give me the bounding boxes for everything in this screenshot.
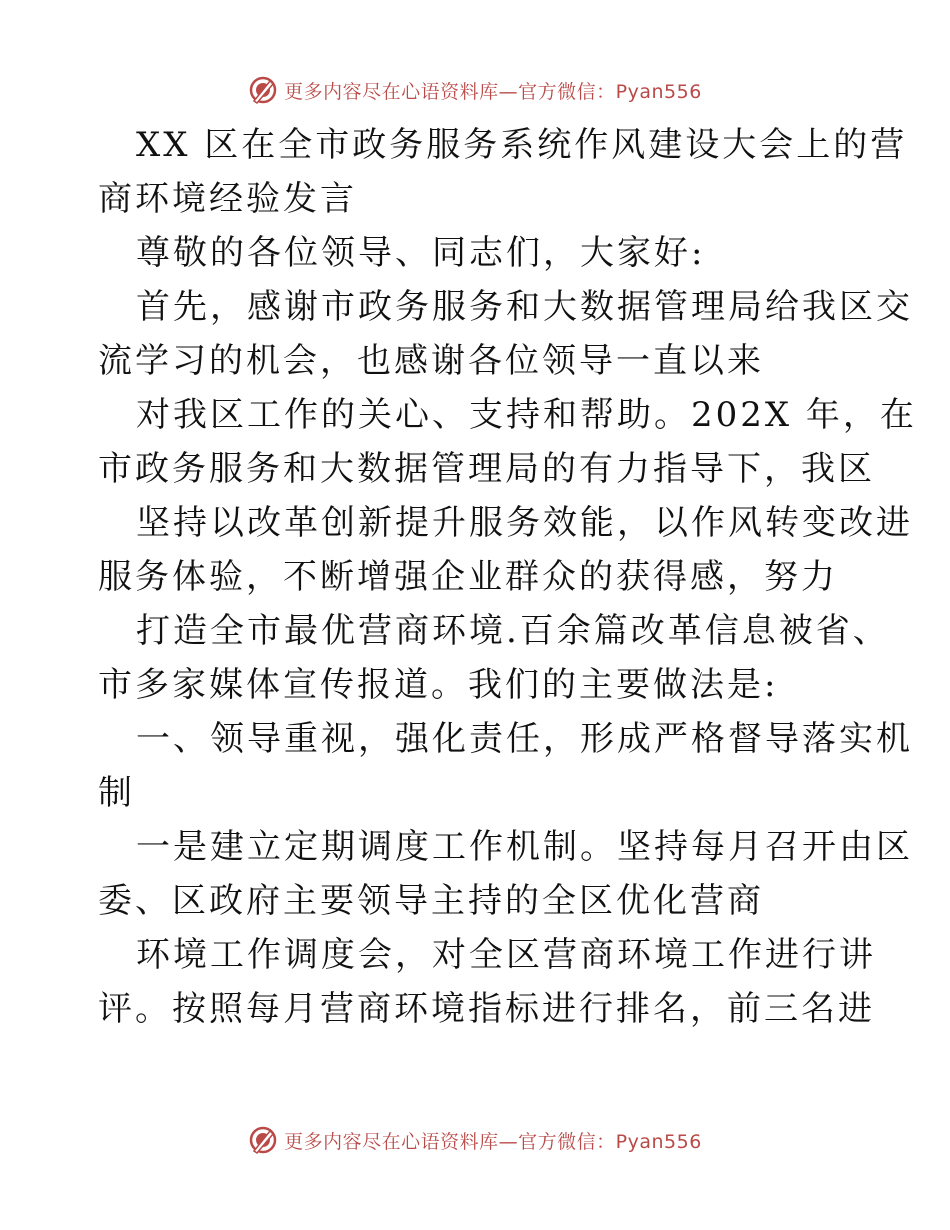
document-line: 市政务服务和大数据管理局的有力指导下，我区 [98, 449, 875, 489]
pen-logo-icon [248, 1125, 278, 1155]
header-banner [0, 70, 950, 110]
footer-banner-text: 更多内容尽在心语资料库—官方微信：Pyan556 [284, 1130, 702, 1153]
document-line: 坚持以改革创新提升服务效能，以作风转变改进 [136, 503, 913, 543]
document-line: 市多家媒体宣传报道。我们的主要做法是: [98, 665, 779, 705]
document-line: 流学习的机会，也感谢各位领导一直以来 [98, 341, 764, 381]
document-line: 商环境经验发言 [98, 179, 357, 219]
pen-logo-icon [248, 75, 278, 105]
document-line: 委、区政府主要领导主持的全区优化营商 [98, 881, 764, 921]
document-line: 尊敬的各位领导、同志们，大家好: [136, 233, 706, 273]
footer-banner [0, 1120, 950, 1160]
document-line: 对我区工作的关心、支持和帮助。202X 年，在 [136, 395, 917, 435]
document-line: 一、领导重视，强化责任，形成严格督导落实机 [136, 719, 913, 759]
document-line: 制 [98, 773, 135, 813]
document-line: 首先，感谢市政务服务和大数据管理局给我区交 [136, 287, 913, 327]
document-line: 环境工作调度会，对全区营商环境工作进行讲 [136, 935, 876, 975]
document-line: XX 区在全市政务服务系统作风建设大会上的营 [136, 125, 908, 165]
header-banner-text: 更多内容尽在心语资料库—官方微信：Pyan556 [284, 80, 702, 103]
document-line: 一是建立定期调度工作机制。坚持每月召开由区 [136, 827, 913, 867]
document-line: 打造全市最优营商环境.百余篇改革信息被省、 [136, 611, 890, 651]
document-line: 服务体验，不断增强企业群众的获得感，努力 [98, 557, 838, 597]
document-body [98, 118, 917, 1036]
document-line: 评。按照每月营商环境指标进行排名，前三名进 [98, 989, 875, 1029]
